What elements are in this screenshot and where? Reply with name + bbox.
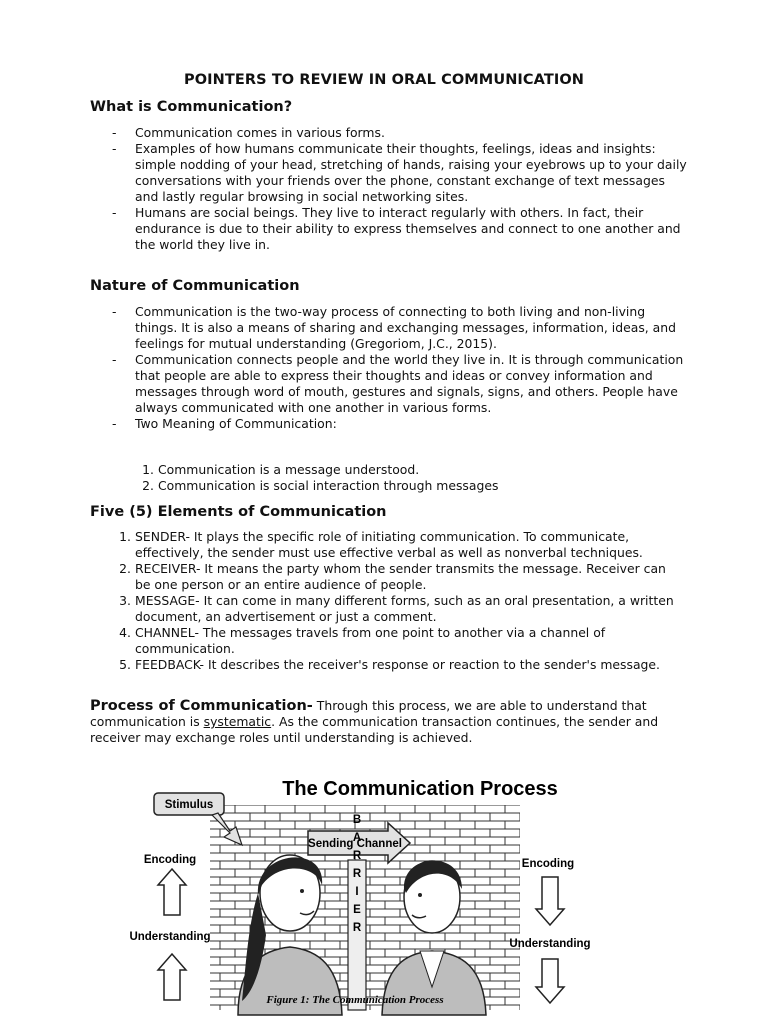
- what-is-list: [112, 125, 687, 253]
- left-understanding-label: Understanding: [129, 931, 211, 943]
- stimulus-label: Stimulus: [164, 799, 214, 811]
- list-item: - Communication is the two-way process of connecting to both living and non-living things. It is also a means of sharing and exchanging messages, information, ideas, and feelings for mutual understanding (Gregoriom, J.C., 2015).: [112, 304, 676, 351]
- list-item: 1. Communication is a message understood.: [142, 462, 420, 477]
- heading-what-is-communication: What is Communication?: [90, 99, 293, 115]
- process-text-before: Through this process, we are able to understand that communication is: [90, 698, 647, 729]
- heading-nature-of-communication: Nature of Communication: [90, 278, 300, 294]
- left-up-arrow-icon: [158, 954, 186, 1000]
- right-down-arrow-icon: [536, 959, 564, 1003]
- process-text-after: . As the communication transaction continues, the sender and receiver may exchange roles until understanding is achieved.: [90, 714, 659, 745]
- list-item: 5. FEEDBACK- It describes the receiver's response or reaction to the sender's message.: [119, 657, 660, 672]
- left-encoding-label: Encoding: [143, 854, 197, 866]
- list-item: - Examples of how humans communicate their thoughts, feelings, ideas and insights: simple nodding of your head, stretching of hands, raising your eyebrows up to your daily conversations with your friends over the phone, constant exchange of text messages and lastly regular browsing in social networking sites.: [112, 141, 687, 204]
- process-lead: Process of Communication-: [90, 698, 313, 714]
- communication-process-figure: [129, 765, 591, 1015]
- list-item: - Humans are social beings. They live to interact regularly with others. In fact, their endurance is due to their ability to express themselves and connect to one another and the world they live in.: [112, 205, 681, 252]
- left-up-arrow-icon: [158, 869, 186, 915]
- list-item: - Communication comes in various forms.: [112, 125, 385, 140]
- heading-five-elements: Five (5) Elements of Communication: [90, 504, 387, 520]
- right-down-arrow-icon: [536, 877, 564, 925]
- list-item: - Communication connects people and the world they live in. It is through communication that people are able to express their thoughts and ideas or convey information and messages through word of mouth, gestures and signals, signs, and others. People have always communicated with one another in various forms.: [112, 352, 684, 415]
- barrier-label: BARRIER: [351, 814, 363, 940]
- list-item: 2. RECEIVER- It means the party whom the sender transmits the message. Receiver can be one person or an entire audience of people.: [119, 561, 666, 592]
- list-item: 4. CHANNEL- The messages travels from one point to another via a channel of communication.: [119, 625, 606, 656]
- list-item: 1. SENDER- It plays the specific role of initiating communication. To communicate, effectively, the sender must use effective verbal as well as nonverbal techniques.: [119, 529, 643, 560]
- figure-title: The Communication Process: [282, 778, 558, 800]
- document-title: POINTERS TO REVIEW IN ORAL COMMUNICATION: [183, 72, 585, 88]
- meanings-list: [142, 462, 678, 494]
- list-item: 2. Communication is social interaction through messages: [142, 478, 499, 493]
- elements-list: [119, 529, 680, 673]
- process-paragraph: [90, 698, 675, 746]
- figure-caption: Figure 1: The Communication Process: [266, 994, 444, 1006]
- process-underlined: systematic: [203, 714, 272, 729]
- right-understanding-label: Understanding: [509, 938, 591, 950]
- right-encoding-label: Encoding: [521, 858, 575, 870]
- list-item: 3. MESSAGE- It can come in many different forms, such as an oral presentation, a written document, an advertisement or just a comment.: [119, 593, 674, 624]
- nature-list: [112, 304, 687, 432]
- sending-channel-label: Sending Channel: [308, 838, 402, 850]
- list-item: - Two Meaning of Communication:: [112, 416, 337, 431]
